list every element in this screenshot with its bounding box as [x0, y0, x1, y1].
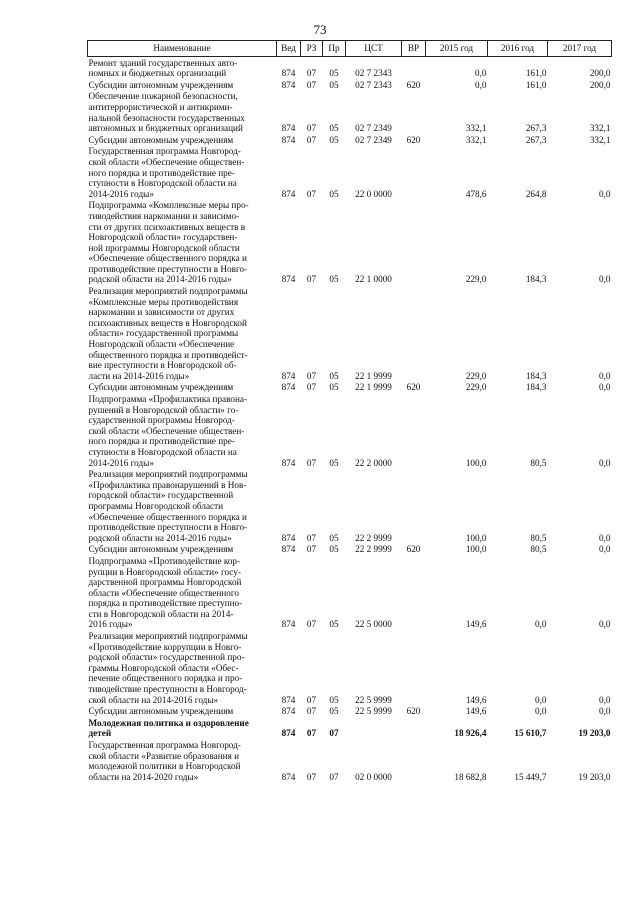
row-rz: 07 — [306, 457, 317, 468]
row-pr: 07 — [329, 728, 339, 739]
row-2017: 19 203,0 — [578, 728, 611, 739]
row-2017: 0,0 — [599, 457, 611, 468]
row-ved: 874 — [281, 370, 296, 381]
row-name: Государственная программа Новгород- ской области «Развитие образования и молодежной политики в Новгородской области на 2014-2020 годы» — [88, 740, 241, 782]
row-name: Молодежная политика и оздоровление детей — [88, 717, 249, 739]
row-pr: 05 — [329, 457, 339, 468]
row-ved: 874 — [281, 619, 296, 630]
row-ved: 874 — [281, 123, 296, 134]
row-ved: 874 — [281, 706, 296, 717]
row-2016: 15 449,7 — [514, 771, 547, 782]
row-cst: 22 1 0000 — [355, 274, 392, 285]
row-rz: 07 — [306, 370, 317, 381]
row-rz: 07 — [306, 706, 317, 717]
row-2017: 0,0 — [599, 188, 611, 199]
row-2015: 229,0 — [465, 382, 487, 393]
row-cst: 22 0 0000 — [355, 188, 392, 199]
row-2016: 0,0 — [535, 694, 547, 705]
row-name: Субсидии автономным учреждениям — [88, 382, 234, 393]
row-2015: 0,0 — [475, 79, 487, 90]
row-pr: 05 — [329, 544, 339, 555]
row-2016: 0,0 — [535, 619, 547, 630]
row-2016: 184,3 — [525, 382, 547, 393]
row-vr — [402, 630, 426, 705]
row-cst: 22 2 9999 — [355, 532, 392, 543]
row-cst: 02 0 0000 — [355, 771, 392, 782]
row-vr — [402, 393, 426, 468]
row-pr: 05 — [329, 123, 339, 134]
row-vr: 620 — [406, 134, 421, 145]
row-2015: 149,6 — [465, 619, 487, 630]
row-rz: 07 — [306, 123, 317, 134]
row-rz: 07 — [306, 188, 317, 199]
row-ved: 874 — [281, 544, 296, 555]
table-row — [88, 79, 612, 91]
row-name: Подпрограмма «Комплексные меры про- тиводействия наркомании и зависимо- сти от других психоактивных веществ в Новгородской области» государствен- ной программы Новгородской области «Обеспечение общественного порядка и противодействие преступности в Новго- родской области на 2014-2016 годы» — [88, 200, 249, 285]
row-2016: 264,8 — [525, 188, 547, 199]
row-pr: 05 — [329, 79, 339, 90]
row-name: Государственная программа Новгород- ской области «Обеспечение обществен- ного порядка и противодействие пре- ступности в Новгородской области на 2014-2016 годы» — [88, 146, 245, 199]
row-name: Реализация мероприятий подпрограммы «Противодействие коррупции в Новго- родской области» государственной про- граммы Новгородской области «Обес- печение общественного порядка и про- тиводействие преступности в Новгород- ской области на 2014-2016 годы» — [88, 631, 248, 705]
row-pr: 07 — [329, 771, 339, 782]
row-2016: 80,5 — [530, 532, 547, 543]
row-ved: 874 — [281, 728, 296, 739]
row-2017: 0,0 — [599, 544, 611, 555]
row-2015: 100,0 — [465, 544, 487, 555]
row-2017: 0,0 — [599, 274, 611, 285]
row-pr: 05 — [329, 694, 339, 705]
header-vr: ВР — [402, 41, 426, 57]
row-cst: 22 5 0000 — [355, 619, 392, 630]
header-2017: 2017 год — [548, 41, 612, 57]
table-row — [88, 717, 612, 739]
row-2016: 0,0 — [535, 706, 547, 717]
row-rz: 07 — [306, 134, 317, 145]
row-ved: 874 — [281, 457, 296, 468]
row-vr — [402, 555, 426, 630]
row-name: Субсидии автономным учреждениям — [88, 134, 234, 145]
row-cst — [346, 717, 402, 739]
row-cst: 02 7 2343 — [355, 79, 392, 90]
row-name: Подпрограмма «Профилактика правона- рушений в Новгородской области» го- сударственной программы Новгород- ской области «Обеспечение обществен- ного порядка и противодействие пре- ступности в Новгородской области на 2014-2016 годы» — [88, 394, 248, 468]
row-2016: 267,3 — [525, 134, 547, 145]
row-vr — [402, 56, 426, 79]
row-rz: 07 — [306, 79, 317, 90]
header-rz: РЗ — [301, 41, 323, 57]
table-row — [88, 393, 612, 468]
row-pr: 05 — [329, 382, 339, 393]
table-row — [88, 199, 612, 285]
row-ved: 874 — [281, 188, 296, 199]
row-2015: 149,6 — [465, 706, 487, 717]
row-vr — [402, 285, 426, 381]
row-cst: 02 7 2343 — [355, 68, 392, 79]
row-ved: 874 — [281, 79, 296, 90]
row-2016: 161,0 — [525, 79, 547, 90]
row-rz: 07 — [306, 68, 317, 79]
row-vr: 620 — [406, 544, 421, 555]
row-2015: 100,0 — [465, 457, 487, 468]
row-vr — [402, 90, 426, 133]
table-row — [88, 543, 612, 555]
row-2017: 0,0 — [599, 694, 611, 705]
table-row — [88, 381, 612, 393]
row-vr: 620 — [406, 79, 421, 90]
row-cst: 22 1 9999 — [355, 382, 392, 393]
row-vr: 620 — [406, 706, 421, 717]
row-2017: 200,0 — [589, 79, 611, 90]
row-2016: 161,0 — [525, 68, 547, 79]
row-2017: 0,0 — [599, 382, 611, 393]
row-vr — [402, 199, 426, 285]
row-name: Подпрограмма «Противодействие кор- рупции в Новгородской области» госу- дарственной программы Новгородской области «Обеспечение общественного порядка и противодействие преступно- сти в Новгородской области на 2014- 2016 годы» — [88, 555, 243, 630]
row-2017: 0,0 — [599, 706, 611, 717]
row-ved: 874 — [281, 134, 296, 145]
row-cst: 22 1 9999 — [355, 370, 392, 381]
table-row — [88, 555, 612, 630]
row-name: Субсидии автономным учреждениям — [88, 79, 234, 90]
row-pr: 05 — [329, 134, 339, 145]
table-row — [88, 145, 612, 199]
row-2015: 18 682,8 — [454, 771, 487, 782]
row-2017: 332,1 — [589, 134, 611, 145]
row-cst: 02 7 2349 — [355, 123, 392, 134]
row-ved: 874 — [281, 532, 296, 543]
row-vr — [402, 145, 426, 199]
table-row — [88, 90, 612, 133]
row-name: Ремонт зданий государственных авто- номных и бюджетных организаций — [88, 57, 238, 79]
row-2016: 80,5 — [530, 544, 547, 555]
header-ved: Вед — [277, 41, 301, 57]
row-rz: 07 — [306, 694, 317, 705]
row-pr: 05 — [329, 370, 339, 381]
row-2016: 184,3 — [525, 370, 547, 381]
row-rz: 07 — [306, 728, 317, 739]
budget-table — [87, 40, 612, 782]
row-2017: 0,0 — [599, 619, 611, 630]
row-ved: 874 — [281, 382, 296, 393]
row-cst: 02 7 2349 — [355, 134, 392, 145]
row-2016: 15 610,7 — [514, 728, 547, 739]
row-cst: 22 5 9999 — [355, 694, 392, 705]
row-ved: 874 — [281, 68, 296, 79]
row-2015: 229,0 — [465, 370, 487, 381]
row-name: Реализация мероприятий подпрограммы «Комплексные меры противодействия наркомании и зависимости от других психоактивных веществ в Новгородской области» государственной программы Новгородской области «Обеспечение общественного порядка и противодейст- вие преступности в Новгородской об- ласти на 2014-2016 годы» — [88, 286, 248, 381]
row-ved: 874 — [281, 771, 296, 782]
header-cst: ЦСТ — [346, 41, 402, 57]
row-name: Субсидии автономным учреждениям — [88, 706, 234, 717]
row-cst: 22 5 9999 — [355, 706, 392, 717]
table-row — [88, 468, 612, 543]
table-row — [88, 285, 612, 381]
header-2016: 2016 год — [488, 41, 548, 57]
row-pr: 05 — [329, 274, 339, 285]
row-2015: 229,0 — [465, 274, 487, 285]
row-pr: 05 — [329, 619, 339, 630]
page-number: 73 — [313, 22, 327, 37]
row-2015: 18 926,4 — [454, 728, 487, 739]
row-ved: 874 — [281, 694, 296, 705]
header-pr: Пр — [323, 41, 346, 57]
row-rz: 07 — [306, 619, 317, 630]
row-pr: 05 — [329, 706, 339, 717]
row-name: Обеспечение пожарной безопасности, антитеррористической и антикрими- нальной безопасности государственных автономных и бюджетных организаций — [88, 91, 245, 134]
row-pr: 05 — [329, 188, 339, 199]
table-body — [88, 56, 612, 782]
row-ved: 874 — [281, 274, 296, 285]
row-2015: 478,6 — [465, 188, 487, 199]
row-rz: 07 — [306, 382, 317, 393]
row-cst: 22 2 0000 — [355, 457, 392, 468]
table-row — [88, 134, 612, 146]
row-2015: 332,1 — [465, 134, 487, 145]
row-vr — [402, 468, 426, 543]
row-2016: 184,3 — [525, 274, 547, 285]
row-cst: 22 2 9999 — [355, 544, 392, 555]
row-2015: 100,0 — [465, 532, 487, 543]
header-2015: 2015 год — [426, 41, 488, 57]
header-name: Наименование — [88, 41, 277, 57]
row-pr: 05 — [329, 532, 339, 543]
row-name: Реализация мероприятий подпрограммы «Профилактика правонарушений в Нов- городской области» государственной программы Новгородской области «Обеспечение общественного порядка и противодействие преступности в Новго- родской области на 2014-2016 годы» — [88, 469, 248, 543]
row-pr: 05 — [329, 68, 339, 79]
row-2017: 0,0 — [599, 532, 611, 543]
row-rz: 07 — [306, 771, 317, 782]
table-row — [88, 739, 612, 782]
row-2017: 332,1 — [589, 123, 611, 134]
row-vr: 620 — [406, 382, 421, 393]
table-row — [88, 56, 612, 79]
row-rz: 07 — [306, 274, 317, 285]
row-2017: 200,0 — [589, 68, 611, 79]
row-2015: 0,0 — [475, 68, 487, 79]
row-2015: 149,6 — [465, 694, 487, 705]
row-rz: 07 — [306, 544, 317, 555]
table-row — [88, 630, 612, 705]
row-2016: 80,5 — [530, 457, 547, 468]
row-2015: 332,1 — [465, 123, 487, 134]
row-name: Субсидии автономным учреждениям — [88, 544, 234, 555]
row-vr — [402, 739, 426, 782]
row-rz: 07 — [306, 532, 317, 543]
table-row — [88, 705, 612, 717]
row-2017: 19 203,0 — [578, 771, 611, 782]
row-2016: 267,3 — [525, 123, 547, 134]
table-header-row — [88, 41, 612, 57]
row-2017: 0,0 — [599, 370, 611, 381]
row-vr — [402, 717, 426, 739]
